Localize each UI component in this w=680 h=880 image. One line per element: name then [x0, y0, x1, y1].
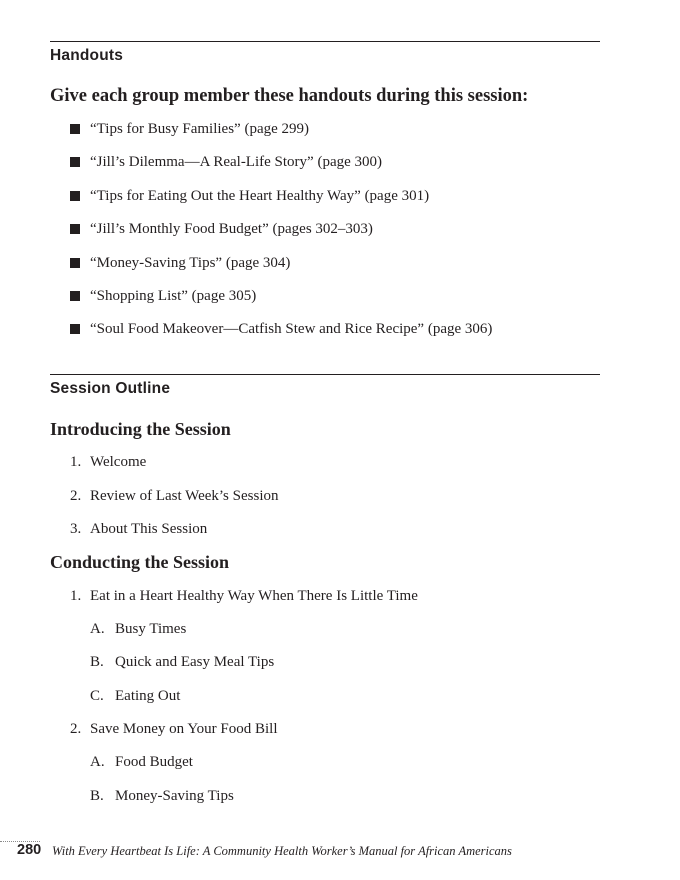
item-text: About This Session [90, 521, 208, 537]
list-item [70, 519, 207, 539]
item-letter: B. [90, 788, 104, 804]
item-text: Quick and Easy Meal Tips [115, 654, 275, 670]
item-text: Busy Times [115, 621, 187, 637]
list-item [70, 719, 278, 739]
handout-title: “Tips for Busy Families” (page 299) [90, 121, 310, 137]
item-letter: A. [90, 621, 105, 637]
outline-heading: Session Outline [50, 380, 171, 397]
item-text: Eating Out [115, 688, 181, 704]
square-bullet-icon [70, 124, 80, 134]
item-number: 2. [70, 721, 82, 737]
item-text: Save Money on Your Food Bill [90, 721, 278, 737]
handouts-heading: Handouts [50, 47, 124, 64]
sub-list-item [90, 652, 274, 672]
square-bullet-icon [70, 324, 80, 334]
list-item [70, 219, 492, 252]
handout-title: “Jill’s Monthly Food Budget” (pages 302–303) [90, 221, 373, 238]
item-text: Money-Saving Tips [115, 788, 234, 804]
list-item [70, 152, 492, 185]
sub-list-item [90, 752, 193, 772]
handout-title: “Soul Food Makeover—Catfish Stew and Rice Recipe” (page 306) [90, 321, 493, 338]
list-item [70, 486, 279, 506]
item-number: 2. [70, 488, 82, 504]
item-letter: A. [90, 754, 105, 770]
conducting-title: Conducting the Session [50, 552, 230, 572]
item-letter: B. [90, 654, 104, 670]
item-text: Review of Last Week’s Session [90, 488, 279, 504]
handouts-rule [50, 41, 600, 42]
handout-title: “Tips for Eating Out the Heart Healthy Way” (page 301) [90, 187, 430, 204]
list-item [70, 119, 492, 152]
item-number: 1. [70, 588, 82, 604]
footer-title: With Every Heartbeat Is Life: A Community Health Worker’s Manual for African Americans [52, 844, 512, 858]
sub-list-item [90, 786, 234, 806]
square-bullet-icon [70, 258, 80, 268]
square-bullet-icon [70, 224, 80, 234]
handout-title: “Shopping List” (page 305) [90, 287, 257, 304]
sub-list-item [90, 619, 186, 639]
item-letter: C. [90, 688, 104, 704]
list-item [70, 186, 492, 219]
sub-list-item [90, 686, 180, 706]
list-item [70, 286, 492, 319]
item-number: 3. [70, 521, 82, 537]
page-number: 280 [17, 842, 42, 858]
handout-title: “Money-Saving Tips” (page 304) [90, 254, 291, 271]
item-number: 1. [70, 454, 82, 470]
item-text: Welcome [90, 454, 147, 470]
handouts-list [70, 119, 492, 353]
outline-rule [50, 374, 600, 375]
introducing-title: Introducing the Session [50, 419, 231, 439]
handout-title: “Jill’s Dilemma—A Real-Life Story” (page 300) [90, 154, 383, 171]
list-item [70, 586, 418, 606]
list-item [70, 319, 492, 352]
square-bullet-icon [70, 191, 80, 201]
square-bullet-icon [70, 157, 80, 167]
item-text: Food Budget [115, 754, 193, 770]
list-item [70, 452, 146, 472]
square-bullet-icon [70, 291, 80, 301]
list-item [70, 253, 492, 286]
handouts-intro: Give each group member these handouts during this session: [50, 86, 529, 106]
item-text: Eat in a Heart Healthy Way When There Is Little Time [90, 588, 418, 604]
